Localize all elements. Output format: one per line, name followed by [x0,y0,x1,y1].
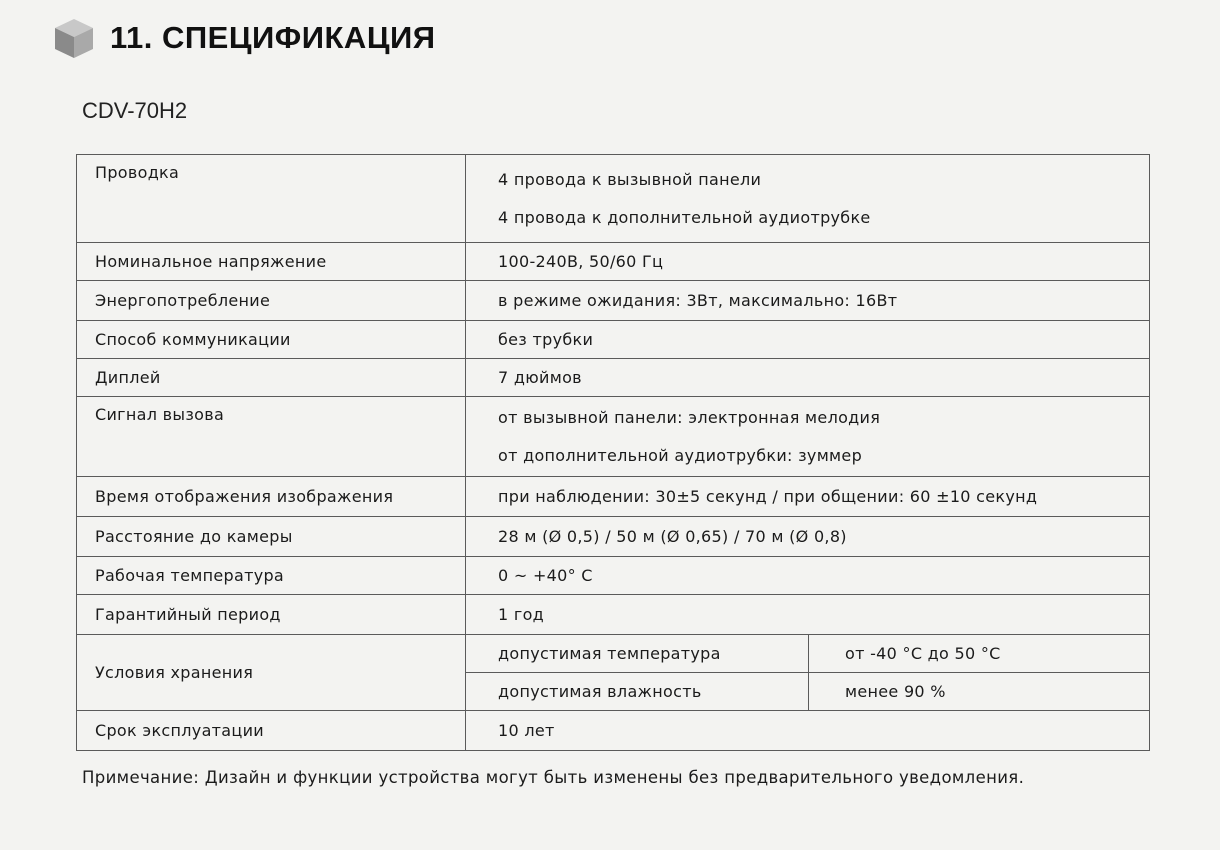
row-value [466,155,1150,243]
table-row [77,477,1150,517]
table-row [77,243,1150,281]
footnote: Примечание: Дизайн и функции устройства могут быть изменены без предварительного уведомления. [82,768,1025,787]
row-label: Энергопотребление [77,281,466,321]
row-label: Рабочая температура [77,557,466,595]
table-row [77,635,1150,673]
row-value: без трубки [466,321,1150,359]
table-row [77,321,1150,359]
row-value: 10 лет [466,711,1150,751]
row-label: Расстояние до камеры [77,517,466,557]
row-label: Способ коммуникации [77,321,466,359]
storage-humidity-label: допустимая влажность [466,673,809,711]
table-row [77,281,1150,321]
storage-humidity-value: менее 90 % [809,673,1150,711]
value-line: от дополнительной аудиотрубки: зуммер [498,445,863,465]
table-row [77,359,1150,397]
value-line: от вызывной панели: электронная мелодия [498,407,881,427]
section-header [52,14,436,62]
table-row [77,595,1150,635]
row-label: Проводка [77,155,466,243]
table-row [77,397,1150,477]
storage-temp-label: допустимая температура [466,635,809,673]
spec-table [76,154,1150,751]
row-label: Гарантийный период [77,595,466,635]
row-value: 7 дюймов [466,359,1150,397]
page-title: 11. СПЕЦИФИКАЦИЯ [110,20,436,55]
row-label: Сигнал вызова [77,397,466,477]
row-value: 0 ~ +40° С [466,557,1150,595]
row-label: Диплей [77,359,466,397]
table-row [77,557,1150,595]
row-label: Срок эксплуатации [77,711,466,751]
value-line: 4 провода к вызывной панели [498,169,762,189]
table-row [77,517,1150,557]
row-value: при наблюдении: 30±5 секунд / при общении: 60 ±10 секунд [466,477,1150,517]
table-row [77,711,1150,751]
row-value: 100-240В, 50/60 Гц [466,243,1150,281]
row-value: 28 м (Ø 0,5) / 50 м (Ø 0,65) / 70 м (Ø 0,8) [466,517,1150,557]
row-value: в режиме ожидания: 3Вт, максимально: 16Вт [466,281,1150,321]
value-line: 4 провода к дополнительной аудиотрубке [498,207,871,227]
row-value [466,397,1150,477]
row-label: Условия хранения [77,635,466,711]
row-value: 1 год [466,595,1150,635]
cube-icon [52,16,96,60]
table-row [77,155,1150,243]
model-name: CDV-70H2 [82,98,188,123]
row-label: Время отображения изображения [77,477,466,517]
row-label: Номинальное напряжение [77,243,466,281]
storage-temp-value: от -40 °С до 50 °С [809,635,1150,673]
